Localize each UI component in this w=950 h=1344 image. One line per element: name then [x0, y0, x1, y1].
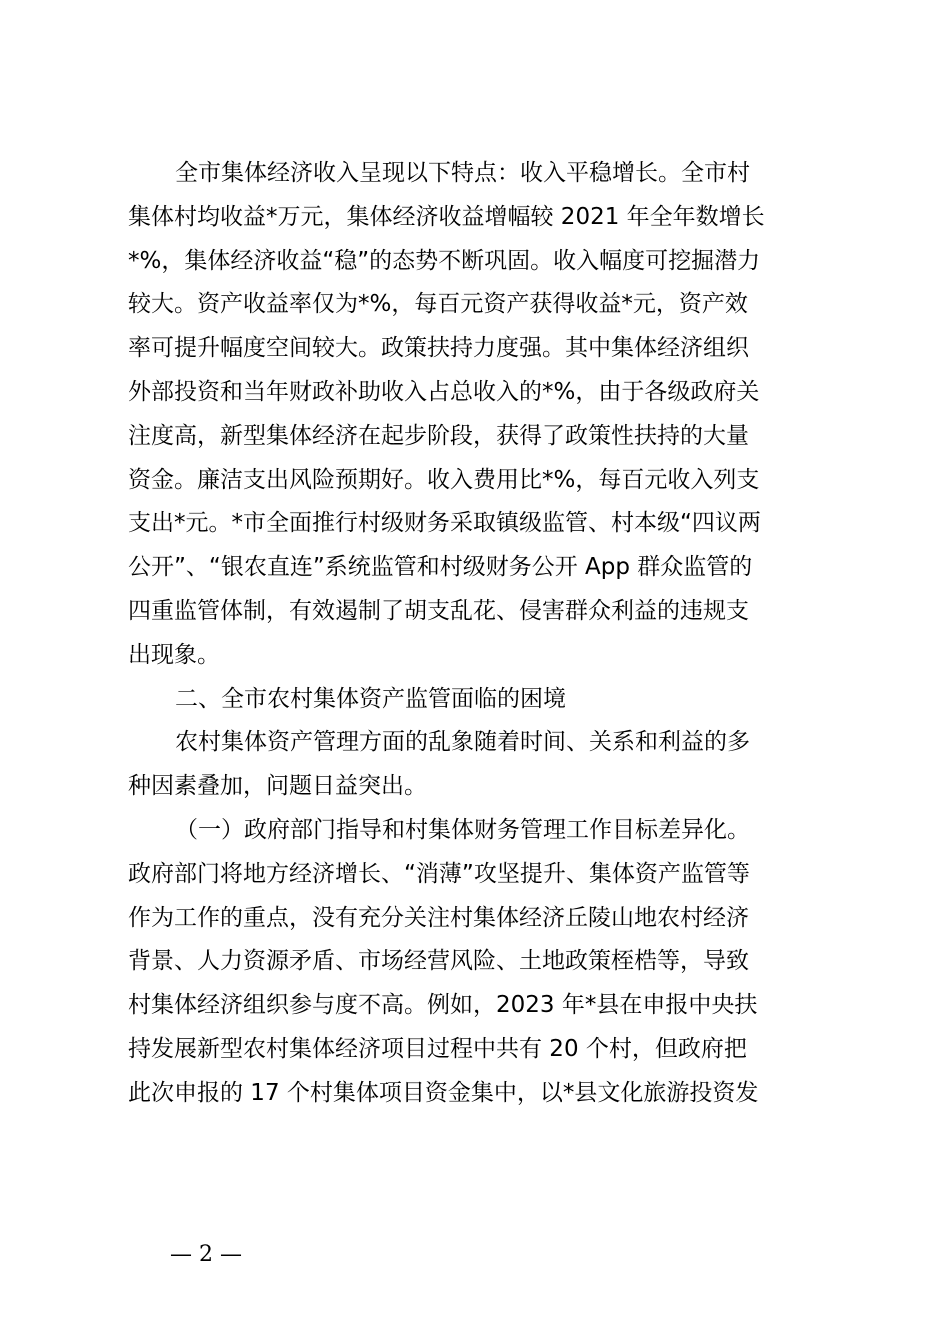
paragraph-line: 公开”、“银农直连”系统监管和村级财务公开 App 群众监管的	[128, 554, 753, 581]
paragraph-line: 率可提升幅度空间较大。政策扶持力度强。其中集体经济组织	[128, 335, 749, 362]
paragraph-line: 持发展新型农村集体经济项目过程中共有 20 个村，但政府把	[128, 1035, 747, 1062]
paragraph-line: 外部投资和当年财政补助收入占总收入的*%，由于各级政府关	[128, 378, 760, 405]
paragraph-line: 集体村均收益*万元，集体经济收益增幅较 2021 年全年数增长	[128, 203, 765, 230]
paragraph-line: *%，集体经济收益“稳”的态势不断巩固。收入幅度可挖掘潜力	[128, 247, 761, 274]
paragraph-line: 政府部门将地方经济增长、“消薄”攻坚提升、集体资产监管等	[128, 860, 750, 887]
paragraph-line: 资金。廉洁支出风险预期好。收入费用比*%，每百元收入列支	[128, 466, 760, 493]
paragraph-line: 注度高，新型集体经济在起步阶段，获得了政策性扶持的大量	[128, 422, 749, 449]
subsection-heading: （一）政府部门指导和村集体财务管理工作目标差异化。	[175, 816, 750, 843]
paragraph-line: 农村集体资产管理方面的乱象随着时间、关系和利益的多	[175, 729, 750, 756]
paragraph-line: 村集体经济组织参与度不高。例如，2023 年*县在申报中央扶	[128, 992, 758, 1019]
paragraph-line: 出现象。	[128, 641, 220, 668]
paragraph-line: 背景、人力资源矛盾、市场经营风险、土地政策桎梏等，导致	[128, 948, 749, 975]
section-heading: 二、全市农村集体资产监管面临的困境	[175, 685, 566, 712]
paragraph-line: 支出*元。*市全面推行村级财务采取镇级监管、村本级“四议两	[128, 510, 761, 537]
page-number: — 2 —	[170, 1242, 242, 1267]
paragraph-line: 全市集体经济收入呈现以下特点：收入平稳增长。全市村	[175, 160, 750, 186]
body-text	[128, 152, 834, 1116]
paragraph-line: 较大。资产收益率仅为*%，每百元资产获得收益*元，资产效	[128, 291, 748, 318]
paragraph-line: 此次申报的 17 个村集体项目资金集中，以*县文化旅游投资发	[128, 1079, 759, 1106]
paragraph-line: 种因素叠加，问题日益突出。	[128, 773, 427, 800]
paragraph-line: 作为工作的重点，没有充分关注村集体经济丘陵山地农村经济	[128, 904, 749, 931]
paragraph-line: 四重监管体制，有效遏制了胡支乱花、侵害群众利益的违规支	[128, 597, 749, 624]
